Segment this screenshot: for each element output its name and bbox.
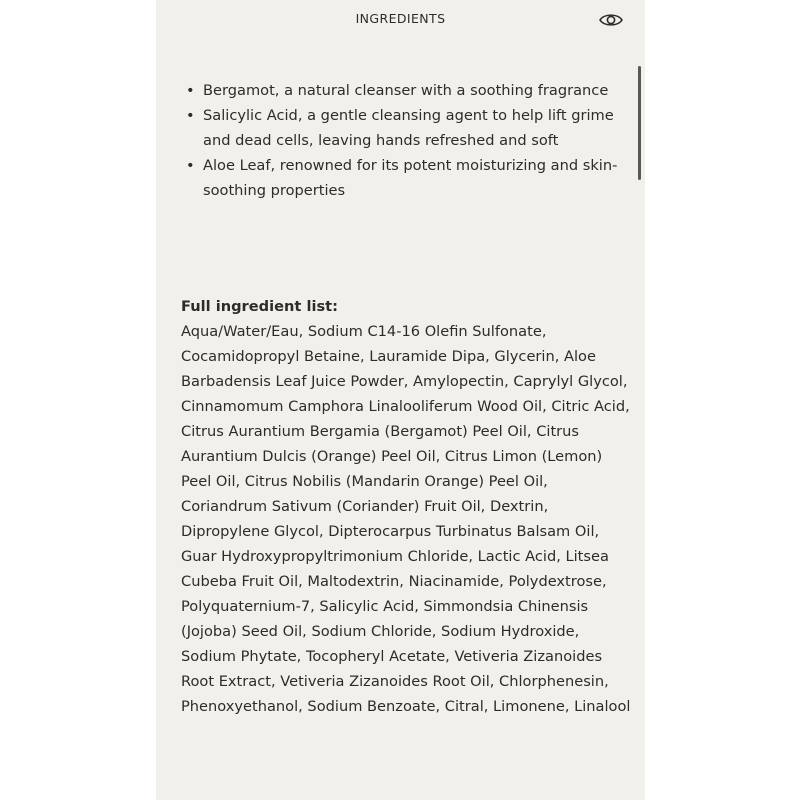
panel-header	[156, 0, 645, 40]
benefit-text: Aloe Leaf, renowned for its potent moisturizing and skin-soothing properties	[203, 157, 618, 199]
full-list-heading: Full ingredient list:	[181, 298, 338, 315]
eye-icon	[598, 11, 624, 29]
full-list-text: Aqua/Water/Eau, Sodium C14-16 Olefin Sulfonate, Cocamidopropyl Betaine, Lauramide Dipa, Glycerin, Aloe Barbadensis Leaf Juice Powder, Amylopectin, Caprylyl Glycol, Cinnamomum Camphora Linalooliferum Wood Oil, Citric Acid, Citrus Aurantium Bergamia (Bergamot) Peel Oil, Citrus Aurantium Dulcis (Orange) Peel Oil, Citrus Limon (Lemon) Peel Oil, Citrus Nobilis (Mandarin Orange) Peel Oil, Coriandrum Sativum (Coriander) Fruit Oil, Dextrin, Dipropylene Glycol, Dipterocarpus Turbinatus Balsam Oil, Guar Hydroxypropyltrimonium Chloride, Lactic Acid, Litsea Cubeba Fruit Oil, Maltodextrin, Niacinamide, Polydextrose, Polyquaternium-7, Salicylic Acid, Simmondsia Chinensis (Jojoba) Seed Oil, Sodium Chloride, Sodium Hydroxide, Sodium Phytate, Tocopheryl Acetate, Vetiveria Zizanoides Root Extract, Vetiveria Zizanoides Root Oil, Chlorphenesin, Phenoxyethanol, Sodium Benzoate, Citral, Limonene, Linalool	[181, 323, 631, 715]
ingredients-panel	[156, 0, 645, 800]
panel-title: INGREDIENTS	[355, 11, 446, 26]
visibility-toggle-button[interactable]	[596, 8, 626, 32]
scrollbar[interactable]	[636, 60, 642, 800]
list-item	[182, 153, 622, 203]
list-item	[182, 78, 622, 103]
bullet: •	[186, 82, 195, 99]
bullet: •	[186, 107, 195, 124]
list-item	[182, 103, 622, 153]
benefits-list	[182, 78, 622, 203]
benefit-text: Salicylic Acid, a gentle cleansing agent to help lift grime and dead cells, leaving hands refreshed and soft	[203, 107, 614, 149]
bullet: •	[186, 157, 195, 174]
full-ingredient-list	[181, 294, 633, 719]
scrollbar-thumb[interactable]	[638, 66, 641, 180]
benefit-text: Bergamot, a natural cleanser with a soothing fragrance	[203, 82, 609, 99]
